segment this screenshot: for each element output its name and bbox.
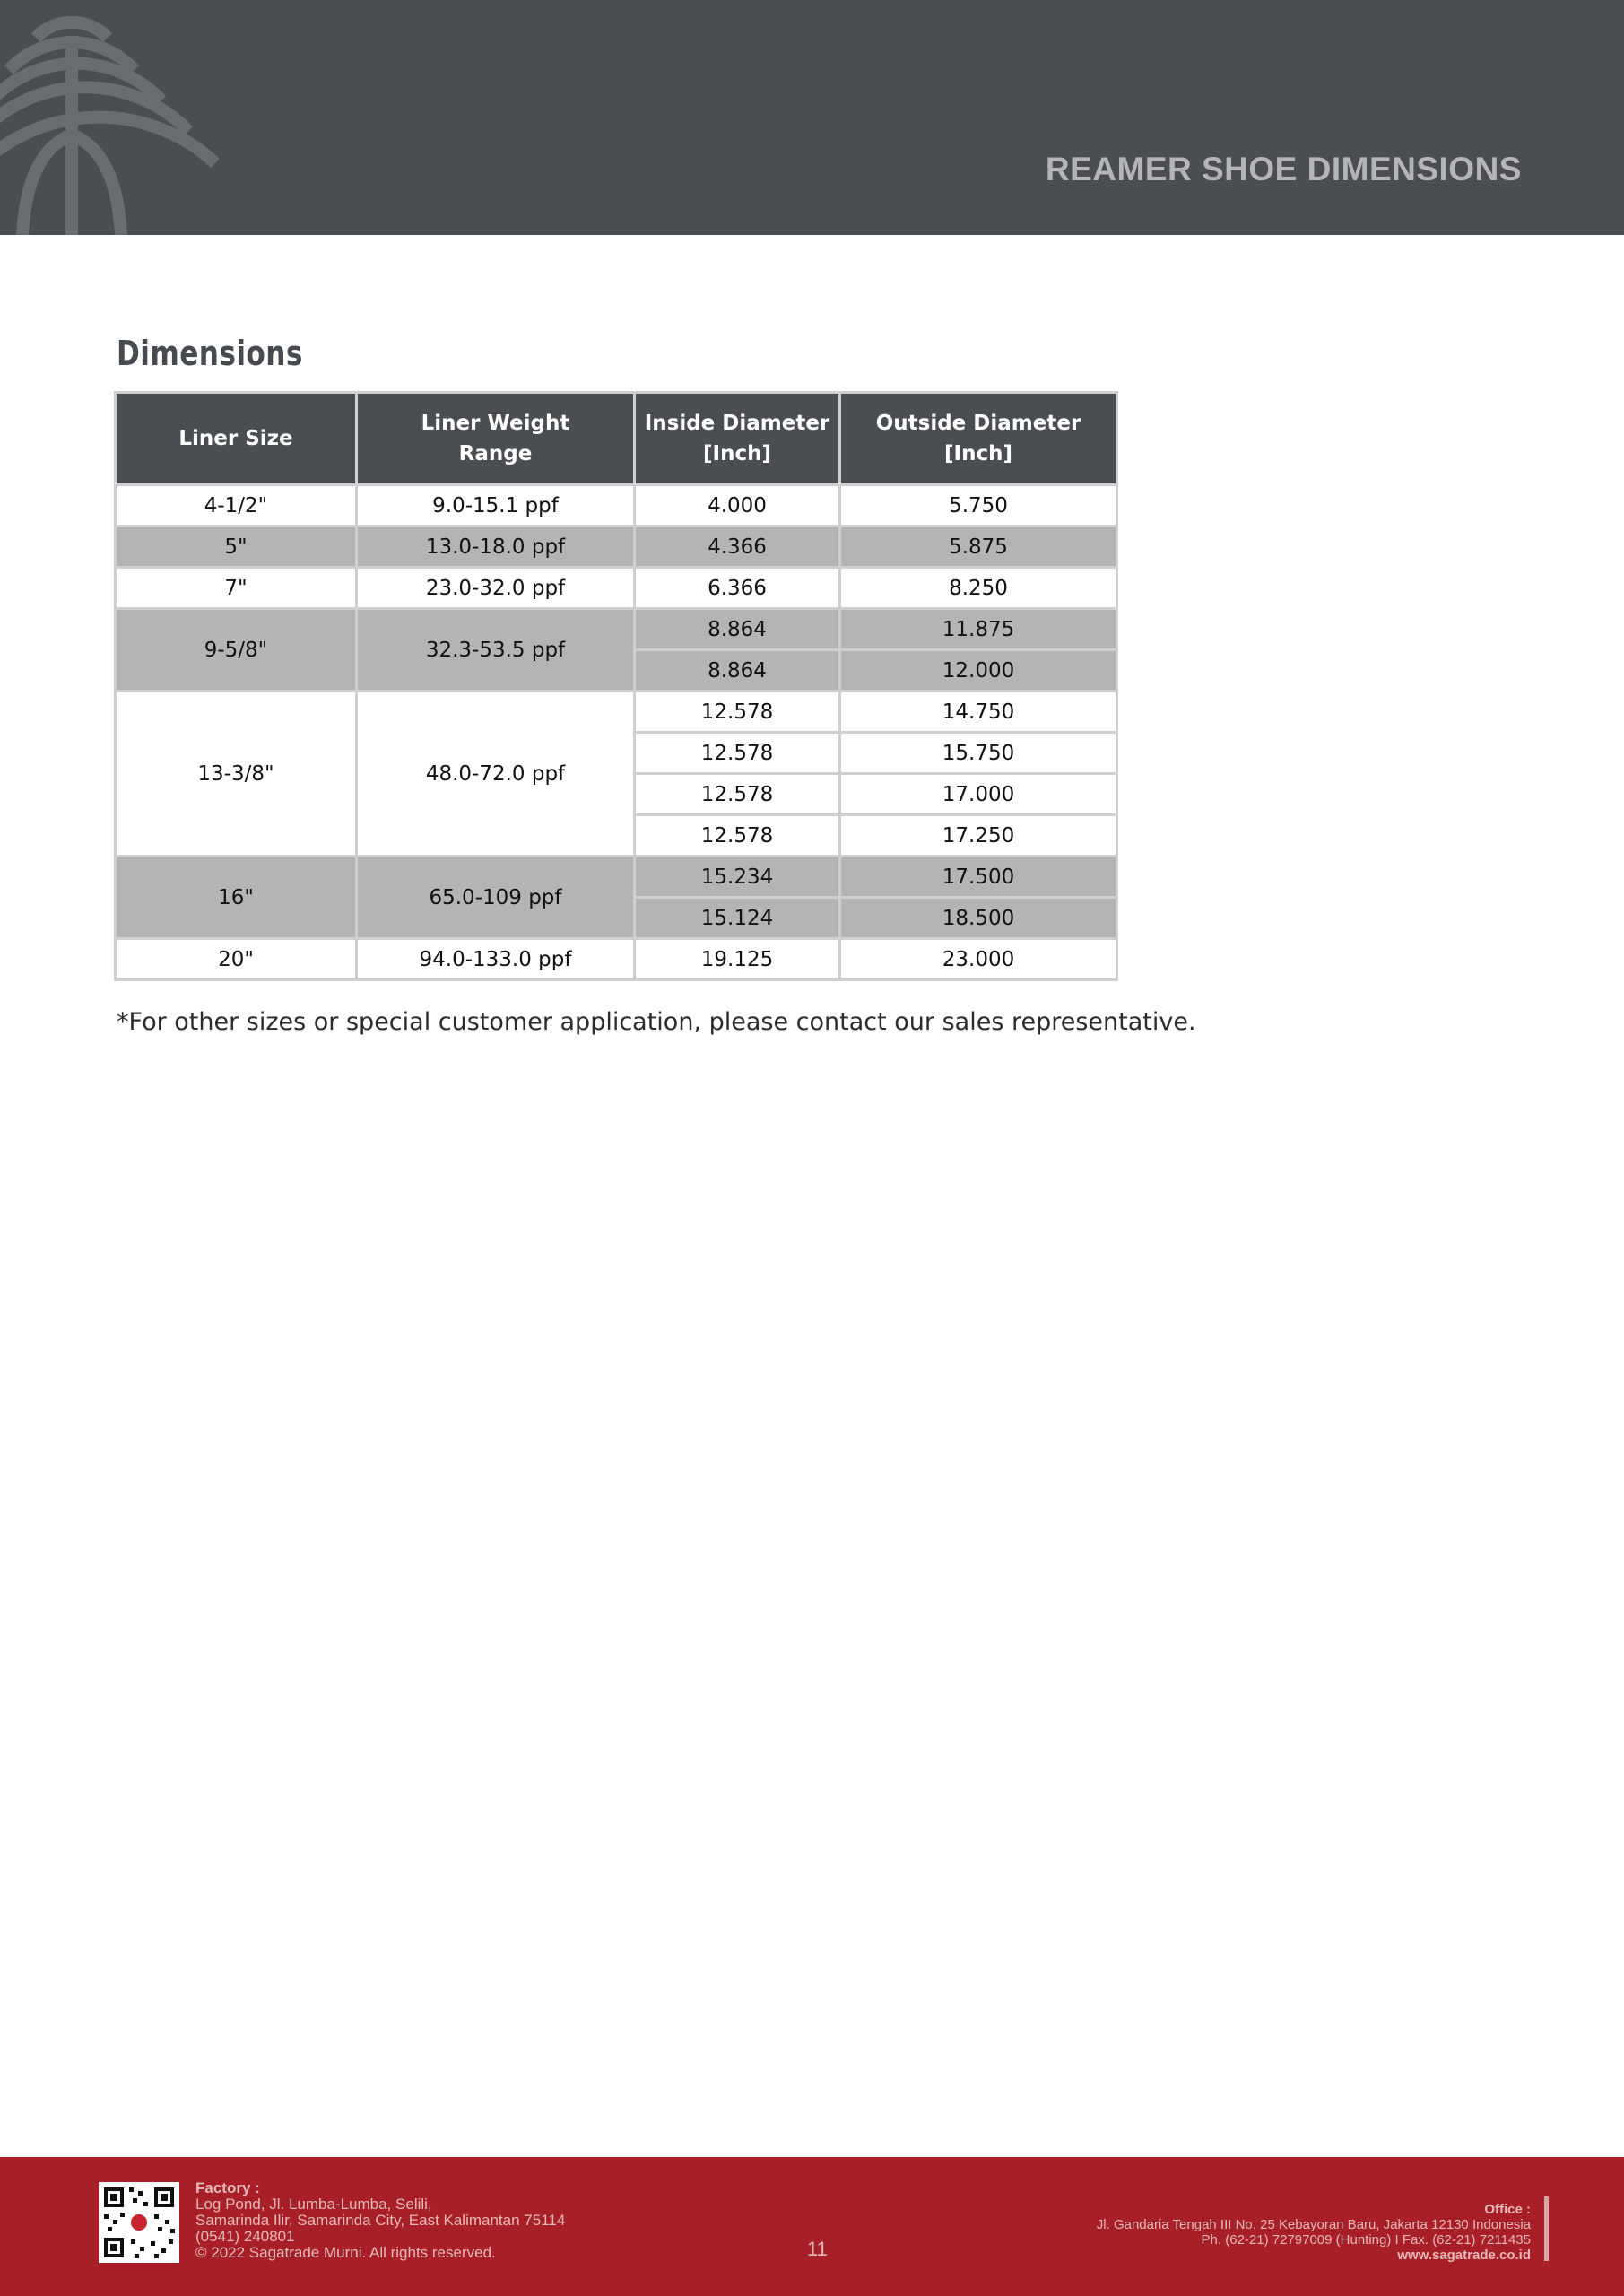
table-header-row (116, 393, 1117, 485)
office-label: Office : (1484, 2202, 1531, 2217)
cell-inside-diameter: 8.864 (635, 609, 840, 650)
dimensions-table (114, 391, 1118, 981)
cell-outside-diameter: 12.000 (840, 650, 1117, 691)
brand-arc-logo-icon (0, 0, 233, 235)
cell-liner-weight: 13.0-18.0 ppf (357, 526, 635, 568)
cell-liner-size: 16" (116, 857, 357, 939)
header-inside-diameter: Inside Diameter [Inch] (635, 393, 840, 485)
cell-outside-diameter: 17.000 (840, 774, 1117, 815)
page-number: 11 (807, 2238, 828, 2260)
cell-liner-size: 9-5/8" (116, 609, 357, 691)
factory-line1: Log Pond, Jl. Lumba-Lumba, Selili, (195, 2196, 432, 2213)
cell-inside-diameter: 15.124 (635, 898, 840, 939)
section-heading: Dimensions (117, 334, 303, 373)
copyright: © 2022 Sagatrade Murni. All rights reserved. (195, 2244, 496, 2261)
table-row (116, 526, 1117, 568)
cell-liner-size: 4-1/2" (116, 485, 357, 526)
table-row (116, 857, 1117, 898)
office-phone: Ph. (62-21) 72797009 (Hunting) I Fax. (62-21) 7211435 (1201, 2232, 1531, 2248)
factory-address (195, 2180, 565, 2261)
header-liner-size: Liner Size (116, 393, 357, 485)
table-row (116, 485, 1117, 526)
cell-inside-diameter: 8.864 (635, 650, 840, 691)
cell-inside-diameter: 6.366 (635, 568, 840, 609)
cell-liner-weight: 48.0-72.0 ppf (357, 691, 635, 857)
cell-outside-diameter: 15.750 (840, 733, 1117, 774)
cell-inside-diameter: 12.578 (635, 815, 840, 857)
office-address (1097, 2202, 1531, 2263)
qr-code-icon[interactable] (99, 2182, 179, 2263)
header-outside-diameter: Outside Diameter [Inch] (840, 393, 1117, 485)
cell-inside-diameter: 19.125 (635, 939, 840, 980)
cell-inside-diameter: 12.578 (635, 733, 840, 774)
cell-outside-diameter: 8.250 (840, 568, 1117, 609)
cell-liner-weight: 65.0-109 ppf (357, 857, 635, 939)
cell-liner-size: 20" (116, 939, 357, 980)
cell-outside-diameter: 18.500 (840, 898, 1117, 939)
divider (1544, 2196, 1549, 2261)
cell-liner-size: 13-3/8" (116, 691, 357, 857)
contact-note: *For other sizes or special customer application, please contact our sales representative. (117, 1008, 1196, 1036)
cell-inside-diameter: 12.578 (635, 774, 840, 815)
cell-outside-diameter: 23.000 (840, 939, 1117, 980)
cell-liner-weight: 23.0-32.0 ppf (357, 568, 635, 609)
cell-outside-diameter: 11.875 (840, 609, 1117, 650)
table-row (116, 568, 1117, 609)
office-street: Jl. Gandaria Tengah III No. 25 Kebayoran Baru, Jakarta 12130 Indonesia (1096, 2217, 1531, 2232)
cell-liner-weight: 32.3-53.5 ppf (357, 609, 635, 691)
cell-outside-diameter: 14.750 (840, 691, 1117, 733)
cell-outside-diameter: 5.875 (840, 526, 1117, 568)
cell-liner-size: 5" (116, 526, 357, 568)
page-footer (0, 2157, 1624, 2296)
cell-inside-diameter: 12.578 (635, 691, 840, 733)
table-row (116, 939, 1117, 980)
cell-liner-weight: 94.0-133.0 ppf (357, 939, 635, 980)
table-row (116, 609, 1117, 650)
cell-inside-diameter: 4.366 (635, 526, 840, 568)
cell-outside-diameter: 5.750 (840, 485, 1117, 526)
factory-line2: Samarinda Ilir, Samarinda City, East Kalimantan 75114 (195, 2212, 566, 2229)
factory-phone: (0541) 240801 (195, 2228, 295, 2245)
cell-outside-diameter: 17.250 (840, 815, 1117, 857)
page-title: REAMER SHOE DIMENSIONS (1045, 151, 1522, 187)
table-row (116, 691, 1117, 733)
header-liner-weight: Liner Weight Range (357, 393, 635, 485)
cell-outside-diameter: 17.500 (840, 857, 1117, 898)
cell-inside-diameter: 15.234 (635, 857, 840, 898)
page-header (0, 0, 1624, 235)
factory-label: Factory : (195, 2179, 260, 2196)
cell-liner-weight: 9.0-15.1 ppf (357, 485, 635, 526)
cell-inside-diameter: 4.000 (635, 485, 840, 526)
website-link[interactable]: www.sagatrade.co.id (1397, 2248, 1531, 2263)
cell-liner-size: 7" (116, 568, 357, 609)
